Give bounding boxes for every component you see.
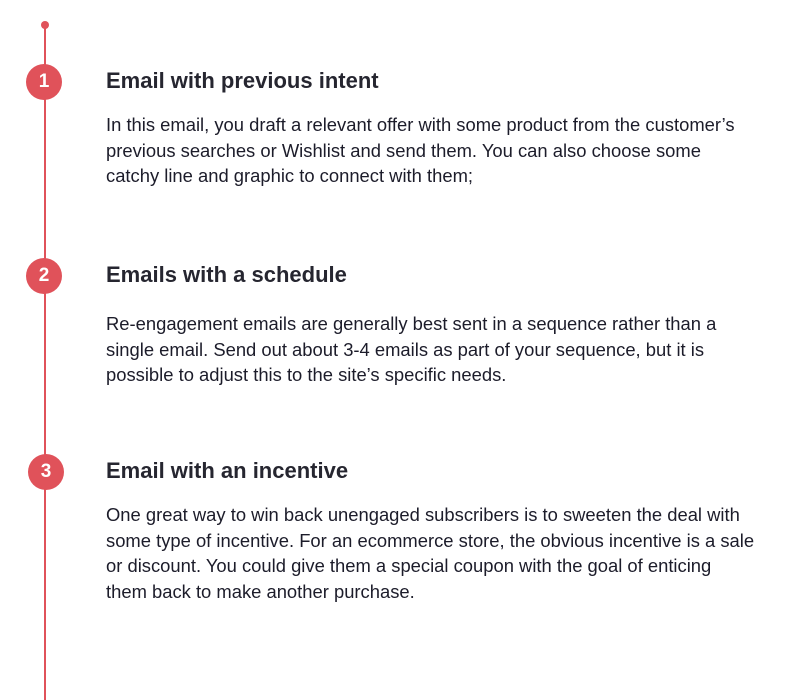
step-description: One great way to win back unengaged subscribers is to sweeten the deal with some type of incentive. For an ecommerce store, the obvious incentive is a sale or discount. You could give them a special coupon with the goal of enticing them back to make another purchase. (106, 504, 755, 602)
step-title: Email with an incentive (106, 458, 349, 483)
step-number-badge: 2 (26, 258, 62, 294)
step-item (106, 458, 756, 604)
step-title: Emails with a schedule (106, 262, 347, 287)
timeline-line (44, 25, 46, 700)
step-title: Email with previous intent (106, 68, 379, 93)
step-number-badge: 1 (26, 64, 62, 100)
step-description: Re-engagement emails are generally best sent in a sequence rather than a single email. Send out about 3-4 emails as part of your sequence, but it is possible to adjust this to the site’s specific needs. (106, 313, 717, 385)
step-description: In this email, you draft a relevant offer with some product from the customer’s previous searches or Wishlist and send them. You can also choose some catchy line and graphic to connect with them; (106, 114, 735, 186)
step-number-badge: 3 (28, 454, 64, 490)
step-item (106, 68, 756, 189)
step-item (106, 262, 756, 388)
timeline-start-dot (41, 21, 49, 29)
